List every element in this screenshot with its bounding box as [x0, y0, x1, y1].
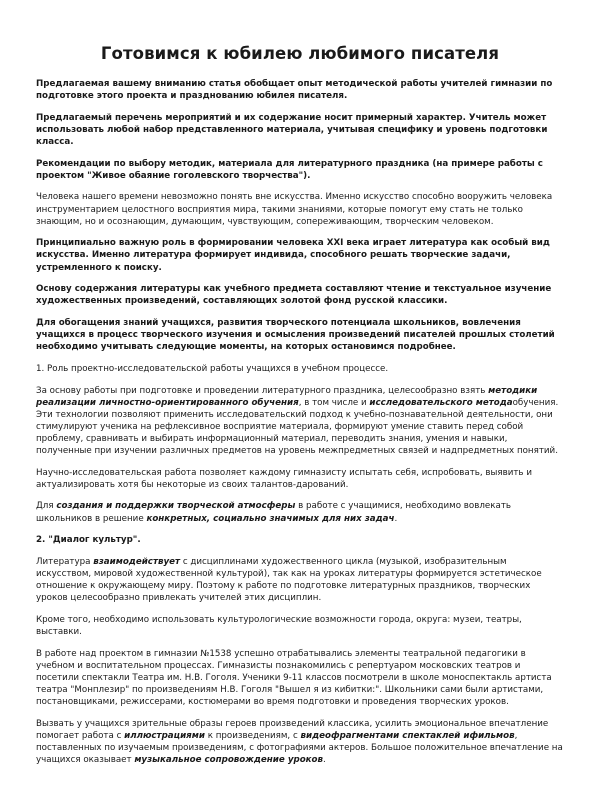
intro-paragraph-2: Предлагаемый перечень мероприятий и их содержание носит примерный характер. Учитель может использовать любой набор представленного материала, учитывая специфику и уровень подготовки класса. [36, 112, 548, 147]
emphasis-run: музыкальное сопровождение уроков [134, 755, 324, 766]
paragraph-art: Человека нашего времени невозможно понять вне искусства. Именно искусство способно вооружить человека инструментарием целостного восприятия мира, такими знаниями, которые помогут ему стать не только знающим, но и осознающим, думающим, чувствующим, сопереживающим, творческим человеком. [36, 192, 553, 227]
intro-paragraph-1: Предлагаемая вашему вниманию статья обобщает опыт методической работы учителей гимназии по подготовке этого проекта и празднованию юбилея писателя. [36, 79, 553, 102]
emphasis-run: видеофрагментами спектаклей ифильмов [300, 730, 515, 741]
emphasis-run: создания и поддержки творческой атмосферы [56, 501, 296, 512]
text-run: Вызвать у учащихся зрительные образы героев произведений классика, усилить эмоциональное впечатление помогает работа с [36, 718, 549, 741]
paragraph-research: Научно-исследовательская работа позволяет каждому гимназисту испытать себя, испробовать, выявить и актуализировать хотя бы некоторые из своих талантов-дарований. [36, 467, 532, 490]
emphasis-run: методики реализации личностно-ориентированного обучения [36, 385, 538, 408]
emphasis-run: взаимодействует [93, 556, 181, 567]
emphasis-run: иллюстрациями [124, 730, 205, 741]
paragraph-subject-basis: Основу содержания литературы как учебного предмета составляют чтение и текстуальное изучение художественных произведений, составляющих золотой фонд русской классики. [36, 284, 552, 307]
paragraph-methods [36, 385, 564, 458]
text-run: . [394, 513, 398, 524]
section-heading-2: 2. "Диалог культур". [36, 535, 141, 546]
emphasis-run: конкретных, социально значимых для них задач [146, 513, 395, 524]
paragraph-theatre: В работе над проектом в гимназии №1538 успешно отрабатывались элементы театральной педагогики в учебном и воспитательном процессах. Гимназисты познакомились с репертуаром московских театров и посетили спектакли Театра им. Н.В. Гоголя. Ученики 9-11 классов посмотрели в школе моноспектакль артиста театра "Монплезир" по произведениям Н.В. Гоголя "Вышел я из кибитки:". Школьники сами были артистами, постановщиками, режиссерами, костюмерами во время подготовки и проведения творческих уроков. [36, 648, 552, 708]
paragraph-literature-role: Принципиально важную роль в формировании человека XXI века играет литература как особый вид искусства. Именно литература формирует индивида, способного решать творческие задачи, устремленного к поиску. [36, 238, 550, 273]
paragraph-enrichment: Для обогащения знаний учащихся, развития творческого потенциала школьников, вовлечения учащихся в процесс творческого изучения и осмысления произведений писателей прошлых столетий необходимо учитывать следующие моменты, на которых остановимся подробнее. [36, 317, 555, 353]
page-title: Готовимся к юбилею любимого писателя [100, 44, 500, 63]
text-run: , в том числе и [298, 397, 370, 408]
text-run: обучения. Эти технологии позволяют применить исследовательский подход к учебно-познавательной деятельности, они стимулируют ученика на рефлексивное восприятие материала, формируют умение ставить перед собой проблему, сравнивать и выбирать информационный материал, переводить знания, умения и навыки, полученные при изучении различных предметов на уровень межпредметных связей и надпредметных понятий. [36, 397, 559, 456]
paragraph-interaction [36, 556, 564, 604]
text-run: в работе с учащимися, необходимо вовлекать школьников в решение [36, 501, 512, 524]
text-run: . [323, 755, 326, 766]
text-run: с дисциплинами художественного цикла (музыкой, изобразительным искусством, мировой художественной культурой), так как на уроках литературы формируется эстетическое отношение к окружающему миру. Поэтому к работе по подготовке литературных праздников, творческих уроков целесообразно привлекать учителей этих дисциплин. [36, 556, 542, 604]
paragraph-visual-images [36, 718, 564, 766]
text-run: , поставленных по изучаемым произведениям, с фотографиями актеров. Большое положительное впечатление на учащихся оказывает [36, 730, 563, 766]
text-run: Для [36, 501, 57, 512]
intro-paragraph-3: Рекомендации по выбору методик, материала для литературного праздника (на примере работы с проектом "Живое обаяние гоголевского творчества"). [36, 158, 543, 181]
emphasis-run: исследовательского метода [369, 397, 513, 408]
section-heading-1: 1. Роль проектно-исследовательской работы учащихся в учебном процессе. [36, 363, 389, 374]
document-page [36, 44, 564, 776]
text-run: За основу работы при подготовке и проведении литературного праздника, целесообразно взять [36, 385, 489, 396]
paragraph-city-resources: Кроме того, необходимо использовать культурологические возможности города, округа: музеи, театры, выставки. [36, 614, 522, 637]
text-run: к произведениям, с [204, 730, 301, 741]
paragraph-atmosphere [36, 500, 564, 524]
text-run: Литература [36, 556, 94, 567]
